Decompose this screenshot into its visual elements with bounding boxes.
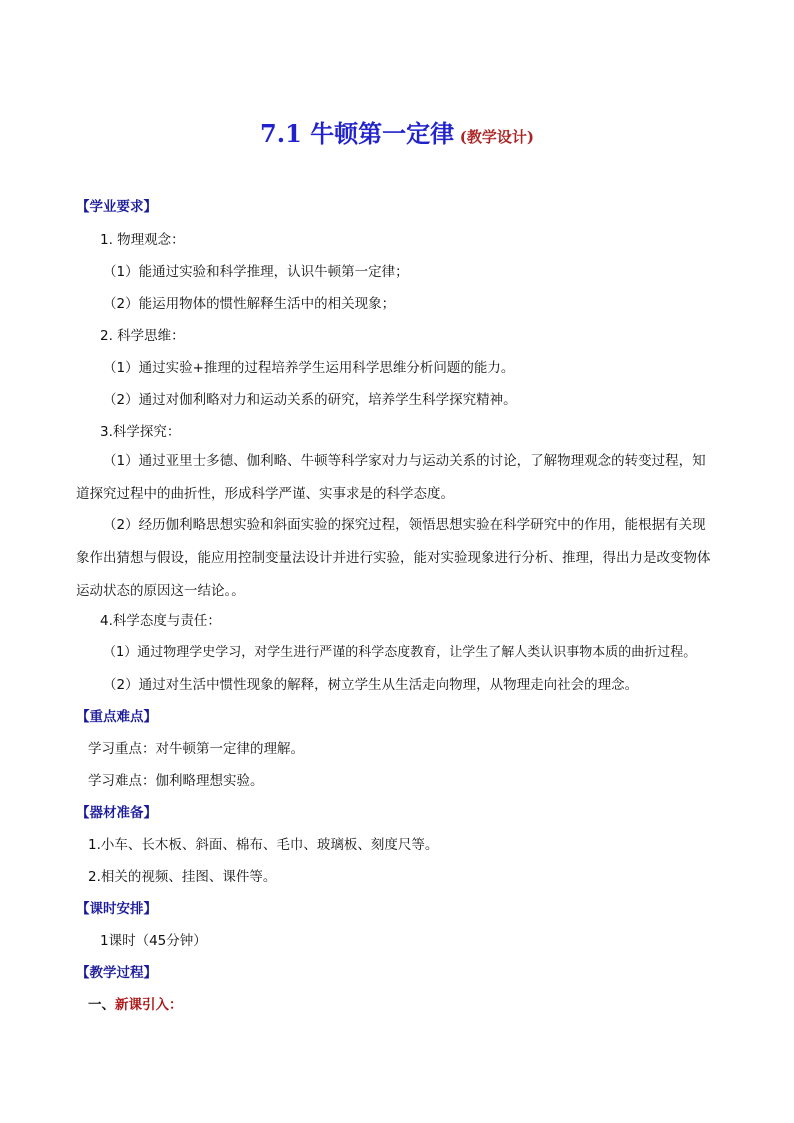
process-item-1 [88, 996, 183, 1014]
requirement-item-1: 1. 物理观念： [100, 232, 185, 248]
section-header-process: 【教学过程】 [76, 965, 157, 981]
requirement-item-3: 3.科学探究： [100, 424, 181, 440]
section-header-equipment: 【器材准备】 [76, 805, 157, 821]
section-header-schedule: 【课时安排】 [76, 901, 157, 917]
requirement-item-1b: （2）能运用物体的惯性解释生活中的相关现象； [103, 296, 396, 312]
requirement-item-4a: （1）通过物理学史学习，对学生进行严谨的科学态度教育，让学生了解人类认识事物本质的曲折过程。 [103, 645, 697, 660]
equipment-item-2: 2.相关的视频、挂图、课件等。 [88, 869, 277, 885]
title-main: 7.1 牛顿第一定律 [260, 119, 455, 148]
section-header-requirements: 【学业要求】 [76, 199, 157, 215]
requirement-item-2b: （2）通过对伽利略对力和运动关系的研究，培养学生科学探究精神。 [103, 392, 517, 408]
requirement-item-3b: （2）经历伽利略思想实验和斜面实验的探究过程，领悟思想实验在科学研究中的作用，能根据有关现象作出猜想与假设，能应用控制变量法设计并进行实验，能对实验现象进行分析、推理，得出力是改变物体运动状态的原因这一结论。。 [76, 517, 711, 599]
requirement-item-2: 2. 科学思维： [100, 328, 185, 344]
process-item-1-prefix: 一、 [88, 997, 115, 1013]
requirement-item-2a: （1）通过实验+推理的过程培养学生运用科学思维分析问题的能力。 [103, 360, 515, 376]
equipment-item-1: 1.小车、长木板、斜面、棉布、毛巾、玻璃板、刻度尺等。 [88, 837, 439, 853]
schedule-item: 1课时（45分钟） [100, 933, 207, 949]
title-subtitle: (教学设计) [459, 128, 534, 146]
requirement-item-3a: （1）通过亚里士多德、伽利略、牛顿等科学家对力与运动关系的讨论，了解物理观念的转变过程，知道探究过程中的曲折性，形成科学严谨、实事求是的科学态度。 [76, 453, 706, 502]
difficult-point: 学习难点：伽利略理想实验。 [88, 773, 264, 789]
process-item-1-label: 新课引入： [115, 997, 183, 1013]
requirement-item-4: 4.科学态度与责任： [100, 613, 221, 629]
section-header-key-points: 【重点难点】 [76, 709, 157, 725]
key-point: 学习重点：对牛顿第一定律的理解。 [88, 741, 304, 757]
requirement-item-4b: （2）通过对生活中惯性现象的解释，树立学生从生活走向物理，从物理走向社会的理念。 [103, 677, 639, 693]
page-title [0, 114, 794, 149]
requirement-item-1a: （1）能通过实验和科学推理，认识牛顿第一定律； [103, 264, 409, 280]
